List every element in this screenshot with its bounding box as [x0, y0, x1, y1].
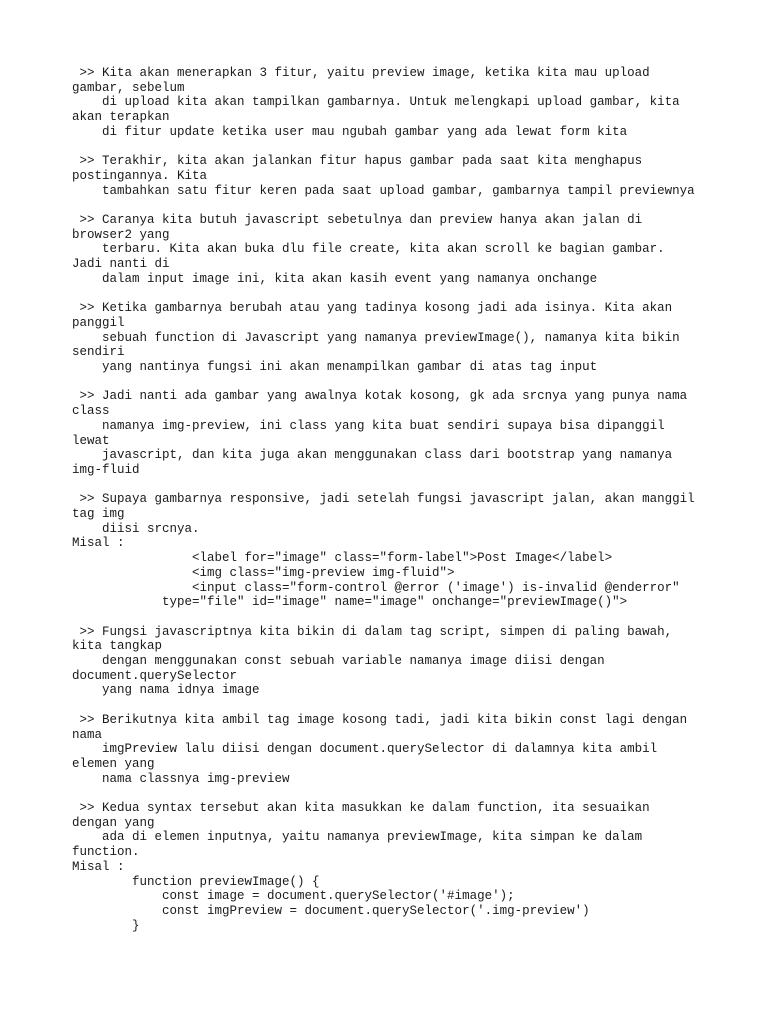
text-line: postingannya. Kita — [72, 168, 208, 183]
code-line: function previewImage() { — [72, 874, 320, 889]
text-line: >> Ketika gambarnya berubah atau yang tadinya kosong jadi ada isinya. Kita akan — [72, 301, 673, 316]
text-line: sebuah function di Javascript yang namanya previewImage(), namanya kita bikin — [72, 330, 680, 345]
document-page — [72, 66, 722, 948]
text-line: img-fluid — [72, 462, 140, 477]
text-line: nama — [72, 727, 103, 742]
code-line: <input class="form-control @error ('image') is-invalid @enderror" — [72, 580, 680, 595]
text-line: >> Fungsi javascriptnya kita bikin di dalam tag script, simpen di paling bawah, — [72, 624, 673, 639]
text-line: dengan menggunakan const sebuah variable namanya image diisi dengan — [72, 654, 605, 669]
text-line: >> Kedua syntax tersebut akan kita masukkan ke dalam function, ita sesuaikan — [72, 801, 650, 816]
text-line: javascript, dan kita juga akan menggunakan class dari bootstrap yang namanya — [72, 448, 673, 463]
text-line: panggil — [72, 315, 125, 330]
text-line: terbaru. Kita akan buka dlu file create, kita akan scroll ke bagian gambar. — [72, 242, 665, 257]
paragraph-delete-feature — [72, 154, 722, 198]
text-line: document.querySelector — [72, 668, 238, 683]
text-line: tambahkan satu fitur keren pada saat upload gambar, gambarnya tampil previewnya — [72, 183, 695, 198]
text-line: ada di elemen inputnya, yaitu namanya previewImage, kita simpan ke dalam — [72, 830, 643, 845]
text-line: sendiri — [72, 345, 125, 360]
text-line: elemen yang — [72, 756, 155, 771]
text-line: browser2 yang — [72, 227, 170, 242]
text-line: lewat — [72, 433, 110, 448]
text-line: class — [72, 404, 110, 419]
text-line: akan terapkan — [72, 110, 170, 125]
text-line: Jadi nanti di — [72, 257, 170, 272]
text-line: function. — [72, 845, 140, 860]
text-line: dengan yang — [72, 815, 155, 830]
text-line: imgPreview lalu diisi dengan document.querySelector di dalamnya kita ambil — [72, 742, 658, 757]
paragraph-preview-function — [72, 301, 722, 375]
text-line: yang nantinya fungsi ini akan menampilkan gambar di atas tag input — [72, 360, 598, 375]
code-line: const image = document.querySelector('#image'); — [72, 889, 515, 904]
text-line: di fitur update ketika user mau ngubah gambar yang ada lewat form kita — [72, 124, 628, 139]
paragraph-img-preview-const — [72, 713, 722, 787]
code-line: } — [72, 918, 140, 933]
code-line: const imgPreview = document.querySelector('.img-preview') — [72, 903, 590, 918]
code-line: type="file" id="image" name="image" onchange="previewImage()"> — [72, 595, 628, 610]
text-line: yang nama idnya image — [72, 683, 260, 698]
text-line: namanya img-preview, ini class yang kita buat sendiri supaya bisa dipanggil — [72, 418, 665, 433]
text-line: >> Kita akan menerapkan 3 fitur, yaitu preview image, ketika kita mau upload — [72, 66, 650, 80]
paragraph-responsive-example — [72, 492, 722, 610]
text-line: >> Terakhir, kita akan jalankan fitur hapus gambar pada saat kita menghapus — [72, 154, 643, 169]
paragraph-preview-feature — [72, 66, 722, 140]
text-line: >> Supaya gambarnya responsive, jadi setelah fungsi javascript jalan, akan manggil — [72, 492, 695, 507]
text-line: >> Berikutnya kita ambil tag image kosong tadi, jadi kita bikin const lagi dengan — [72, 712, 688, 727]
code-line: <label for="image" class="form-label">Post Image</label> — [72, 551, 613, 566]
text-line: >> Caranya kita butuh javascript sebetulnya dan preview hanya akan jalan di — [72, 213, 643, 227]
text-line: diisi srcnya. — [72, 521, 200, 536]
text-line: >> Jadi nanti ada gambar yang awalnya kotak kosong, gk ada srcnya yang punya nama — [72, 389, 688, 404]
paragraph-img-preview-class — [72, 389, 722, 477]
code-line: <img class="img-preview img-fluid"> — [72, 565, 455, 580]
text-line: tag img — [72, 507, 125, 522]
text-line: Misal : — [72, 859, 125, 874]
text-line: kita tangkap — [72, 639, 163, 654]
text-line: nama classnya img-preview — [72, 771, 290, 786]
paragraph-javascript-onchange — [72, 213, 722, 287]
text-line: di upload kita akan tampilkan gambarnya. Untuk melengkapi upload gambar, kita — [72, 95, 680, 110]
text-line: gambar, sebelum — [72, 80, 185, 95]
paragraph-script-function — [72, 625, 722, 699]
text-line: Misal : — [72, 536, 125, 551]
text-line: dalam input image ini, kita akan kasih event yang namanya onchange — [72, 271, 598, 286]
paragraph-function-example — [72, 801, 722, 933]
